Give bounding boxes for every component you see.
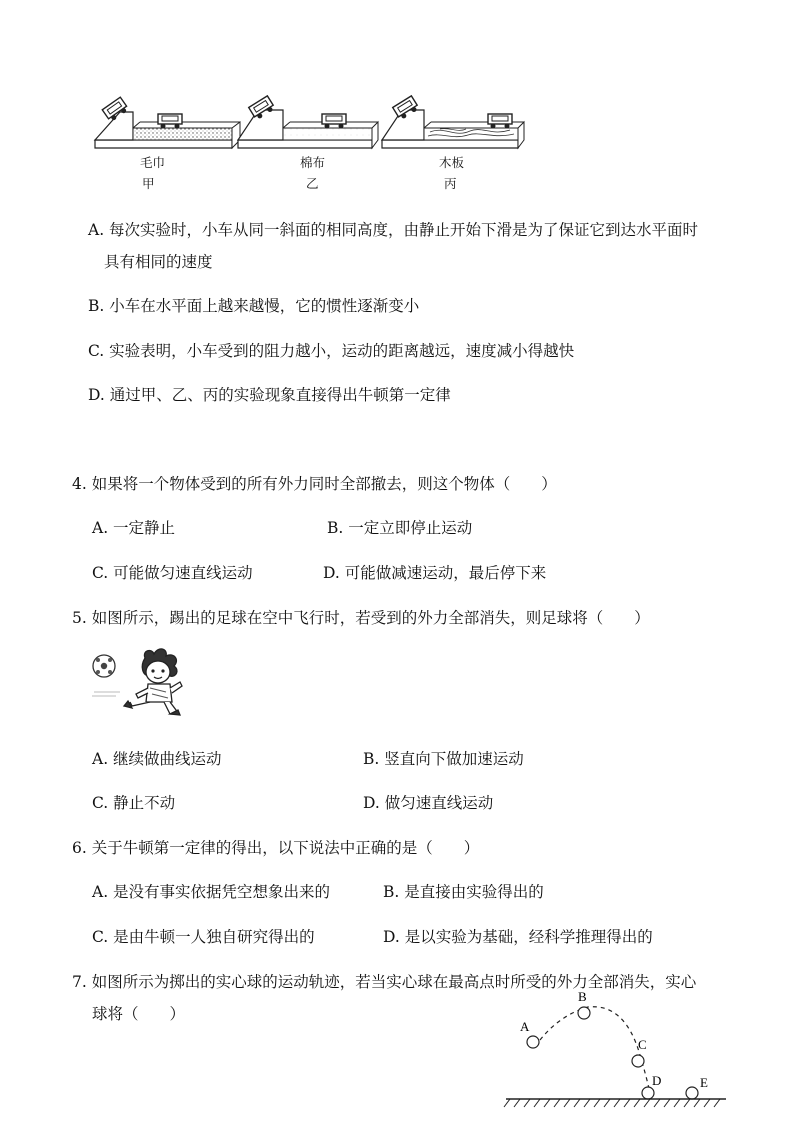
q6-stem: 6. 关于牛顿第一定律的得出，以下说法中正确的是（ ） bbox=[72, 839, 480, 857]
surface-label-cotton: 棉布 bbox=[300, 155, 326, 170]
q3-option-a-line2: 具有相同的速度 bbox=[104, 253, 213, 271]
point-label-a: A bbox=[520, 1019, 530, 1034]
q6-option-b: B. 是直接由实验得出的 bbox=[383, 883, 544, 901]
q4-stem: 4. 如果将一个物体受到的所有外力同时全部撤去，则这个物体（ ） bbox=[72, 475, 557, 493]
panel-label-bing: 丙 bbox=[444, 176, 457, 191]
q5-stem: 5. 如图所示，踢出的足球在空中飞行时，若受到的外力全部消失，则足球将（ ） bbox=[72, 609, 650, 627]
cart-experiment-figure bbox=[0, 0, 794, 200]
mascot-kicker bbox=[124, 649, 182, 715]
panel-cotton bbox=[238, 96, 378, 148]
point-label-d: D bbox=[652, 1073, 662, 1088]
panel-wood bbox=[382, 96, 524, 148]
q3-option-b: B. 小车在水平面上越来越慢，它的惯性逐渐变小 bbox=[88, 297, 420, 315]
q6-option-a: A. 是没有事实依据凭空想象出来的 bbox=[92, 883, 331, 901]
trajectory-path bbox=[540, 1007, 650, 1093]
q6-option-c: C. 是由牛顿一人独自研究得出的 bbox=[92, 928, 315, 946]
point-label-b: B bbox=[578, 989, 587, 1004]
q5-option-a: A. 继续做曲线运动 bbox=[92, 750, 222, 768]
panel-label-yi: 乙 bbox=[306, 176, 319, 191]
q4-option-a: A. 一定静止 bbox=[92, 519, 176, 537]
panel-label-jia: 甲 bbox=[142, 176, 155, 191]
point-label-e: E bbox=[700, 1075, 708, 1090]
q4-option-c: C. 可能做匀速直线运动 bbox=[92, 564, 253, 582]
ball-d bbox=[642, 1087, 654, 1099]
q3-option-a-line1: A. 每次实验时，小车从同一斜面的相同高度，由静止开始下滑是为了保证它到达水平面时 bbox=[88, 221, 699, 239]
q7-stem-line1: 7. 如图所示为掷出的实心球的运动轨迹，若当实心球在最高点时所受的外力全部消失，实心 bbox=[72, 973, 697, 991]
ball-b bbox=[578, 1007, 590, 1019]
ball-e bbox=[686, 1087, 698, 1099]
ball-a bbox=[527, 1036, 539, 1048]
q5-option-b: B. 竖直向下做加速运动 bbox=[363, 750, 524, 768]
q5-option-d: D. 做匀速直线运动 bbox=[363, 794, 494, 812]
q3-option-c: C. 实验表明，小车受到的阻力越小，运动的距离越远，速度减小得越快 bbox=[88, 342, 575, 360]
ball-c bbox=[632, 1055, 644, 1067]
ball-trajectory-figure bbox=[500, 985, 730, 1115]
surface-label-wood: 木板 bbox=[439, 155, 465, 170]
q5-option-c: C. 静止不动 bbox=[92, 794, 176, 812]
surface-label-towel: 毛巾 bbox=[140, 155, 166, 170]
football-kick-figure bbox=[90, 648, 200, 720]
q4-option-d: D. 可能做减速运动，最后停下来 bbox=[323, 564, 547, 582]
q3-option-d: D. 通过甲、乙、丙的实验现象直接得出牛顿第一定律 bbox=[88, 386, 451, 404]
panel-towel bbox=[95, 97, 240, 148]
q7-stem-line2: 球将（ ） bbox=[92, 1005, 186, 1023]
q4-option-b: B. 一定立即停止运动 bbox=[327, 519, 473, 537]
football-icon bbox=[93, 655, 115, 677]
point-label-c: C bbox=[638, 1037, 647, 1052]
q6-option-d: D. 是以实验为基础，经科学推理得出的 bbox=[383, 928, 653, 946]
